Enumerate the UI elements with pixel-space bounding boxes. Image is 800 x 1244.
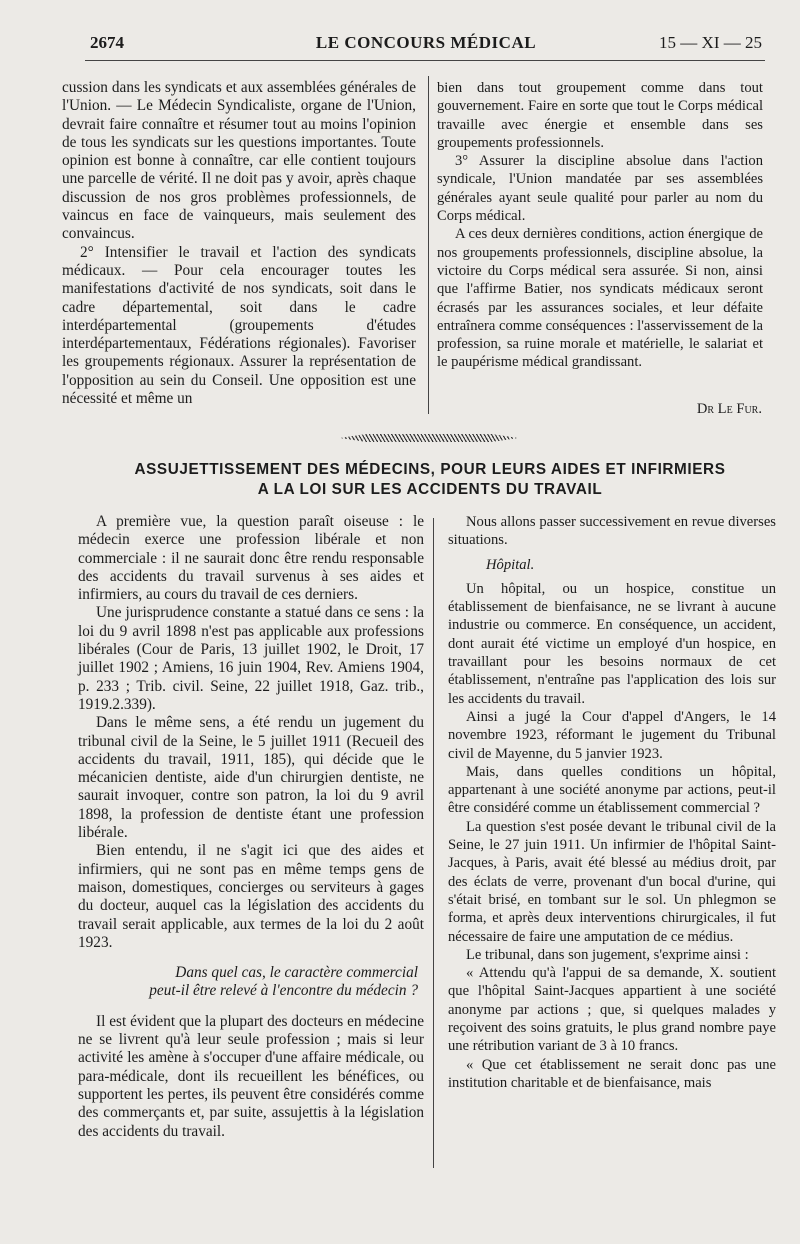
section-subtitle <box>78 964 424 1001</box>
paragraph: Mais, dans quelles conditions un hôpital, appartenant à une société anonyme par actions, peut-il être considéré comme un établissement commercial ? <box>448 763 776 817</box>
article-right-column <box>448 513 776 1092</box>
page-number: 2674 <box>90 33 124 52</box>
section-subhead: Hôpital. <box>486 556 535 573</box>
column-divider <box>433 518 434 1168</box>
headline-line: ASSUJETTISSEMENT DES MÉDECINS, POUR LEURS AIDES ET INFIRMIERS <box>134 461 726 478</box>
paragraph: A première vue, la question paraît oiseuse : le médecin exerce une profession libérale et non commerciale : il ne saurait donc être rendu responsable des accidents du travail survenus à ses aides et infirmiers, au cours du travail de ces derniers. <box>78 513 424 604</box>
section-ornament <box>340 434 518 442</box>
paragraph: Un hôpital, ou un hospice, constitue un établissement de bienfaisance, ne se livrant à aucune industrie ou commerce. En conséquence, un accident, dont aurait été victime un employé d'un hospice, en travaillant pour les besoins normaux de cet établissement, n'entraîne pas l'application des lois sur les accidents du travail. <box>448 580 776 707</box>
issue-date: 15 — XI — 25 <box>659 33 762 52</box>
paragraph: cussion dans les syndicats et aux assemblées générales de l'Union. — Le Médecin Syndicaliste, organe de l'Union, devrait faire connaître et résumer tout au moins l'opinion de tous les syndicats sur les questions importantes. Toute opinion est bonne à connaître, car elle contient toujours une parcelle de vérité. Il ne doit pas y avoir, après chaque discussion de nos gros problèmes professionnels, de vaincus en face de vainqueurs, mais seulement des convaincus. <box>62 79 416 243</box>
page-header <box>90 33 762 55</box>
header-rule <box>85 60 765 61</box>
paragraph: Nous allons passer successivement en revue diverses situations. <box>448 514 776 549</box>
journal-title: LE CONCOURS MÉDICAL <box>315 33 537 52</box>
article-left-column <box>78 513 424 1141</box>
paragraph: La question s'est posée devant le tribunal civil de la Seine, le 27 juin 1911. Un infirmier de l'hôpital Saint-Jacques, à Paris, avait été blessé au médius droit, par des éclats de verre, provenant d'un bocal d'urine, qui s'était brisé, en tombant sur le sol. Un phlegmon se forma, et après deux interventions chirurgicales, il fut nécessaire de faire une amputation de ce médius. <box>448 818 776 945</box>
subtitle-line: Dans quel cas, le caractère commercial <box>175 964 418 982</box>
subtitle-line: peut-il être relevé à l'encontre du médecin ? <box>149 982 418 1000</box>
paragraph: « Que cet établissement ne serait donc pas une institution charitable et de bienfaisance, mais <box>448 1056 776 1091</box>
article-headline <box>80 460 780 500</box>
paragraph: Dans le même sens, a été rendu un jugement du tribunal civil de la Seine, le 5 juillet 1911 (Recueil des accidents du travail, 1911, 185), qui décide que le mécanicien dentiste, aide d'un chirurgien dentiste, ne saurait invoquer, contre son patron, la loi du 9 avril 1898, la profession de dentiste étant une profession libérale. <box>78 714 424 842</box>
paragraph: 3° Assurer la discipline absolue dans l'action syndicale, l'Union mandatée par ses assemblées générales ayant seule qualité pour parler au nom du Corps médical. <box>437 153 763 225</box>
paragraph: Il est évident que la plupart des docteurs en médecine ne se livrent qu'à leur seule profession ; mais si leur activité les amène à s'occuper d'une affaire médicale, ou para-médicale, dont ils recueillent les bénéfices, ou supportent les pertes, ils peuvent être considérés comme des commerçants et, par suite, assujettis à la législation des accidents du travail. <box>78 1012 424 1140</box>
paragraph: « Attendu qu'à l'appui de sa demande, X. soutient que l'hôpital Saint-Jacques appartient à une société anonyme par actions ; que, si quelques malades y reçoivent des soins gratuits, le plus grand nombre paye une rétribution variant de 3 à 10 francs. <box>448 965 776 1055</box>
top-right-column <box>437 79 763 372</box>
headline-line: A LA LOI SUR LES ACCIDENTS DU TRAVAIL <box>257 481 603 498</box>
paragraph: bien dans tout groupement comme dans tout gouvernement. Faire en sorte que tout le Corps médical travaille avec énergie et ensemble dans ses groupements professionnels. <box>437 80 763 151</box>
author-signature: Dr Le Fur. <box>696 401 762 417</box>
paragraph: Ainsi a jugé la Cour d'appel d'Angers, le 14 novembre 1923, réformant le jugement du Tribunal civil de Mayenne, du 5 janvier 1923. <box>448 708 776 762</box>
top-left-column <box>62 79 416 408</box>
paragraph: Une jurisprudence constante a statué dans ce sens : la loi du 9 avril 1898 n'est pas applicable aux professions libérales (Cour de Paris, 13 juillet 1902, le Droit, 17 juillet 1902 ; Amiens, 16 juin 1904, Rev. Amiens 1904, p. 233 ; Trib. civil. Seine, 22 juillet 1918, Gaz. trib., 1919.2.339). <box>78 604 424 713</box>
paragraph: Bien entendu, il ne s'agit ici que des aides et infirmiers, qui ne sont pas en même temps gens de maison, domestiques, concierges ou serviteurs à gages du docteur, auquel cas la législation des accidents du travail serait applicable, aux termes de la loi du 2 août 1923. <box>78 842 424 951</box>
paragraph: 2° Intensifier le travail et l'action des syndicats médicaux. — Pour cela encourager toutes les manifestations d'activité de nos syndicats, soit dans le cadre départemental, soit dans le cadre interdépartemental (groupements d'études interdépartementaux, Fédérations régionales). Favoriser les groupements régionaux. Assurer la représentation de l'opposition au sein du Conseil. Une opposition est une nécessité et même un <box>62 243 416 408</box>
paragraph: Le tribunal, dans son jugement, s'exprime ainsi : <box>466 946 749 963</box>
column-divider <box>428 76 429 414</box>
paragraph: A ces deux dernières conditions, action énergique de nos groupements professionnels, discipline absolue, la victoire du Corps médical sera assurée. Si non, ainsi que l'affirme Batier, nos syndicats médicaux seront écrasés par les assurances sociales, et leur défaite entraînera comme conséquences : l'asservissement de la profession, sa ruine morale et matérielle, le salariat et le paupérisme médical grandissant. <box>437 226 763 371</box>
